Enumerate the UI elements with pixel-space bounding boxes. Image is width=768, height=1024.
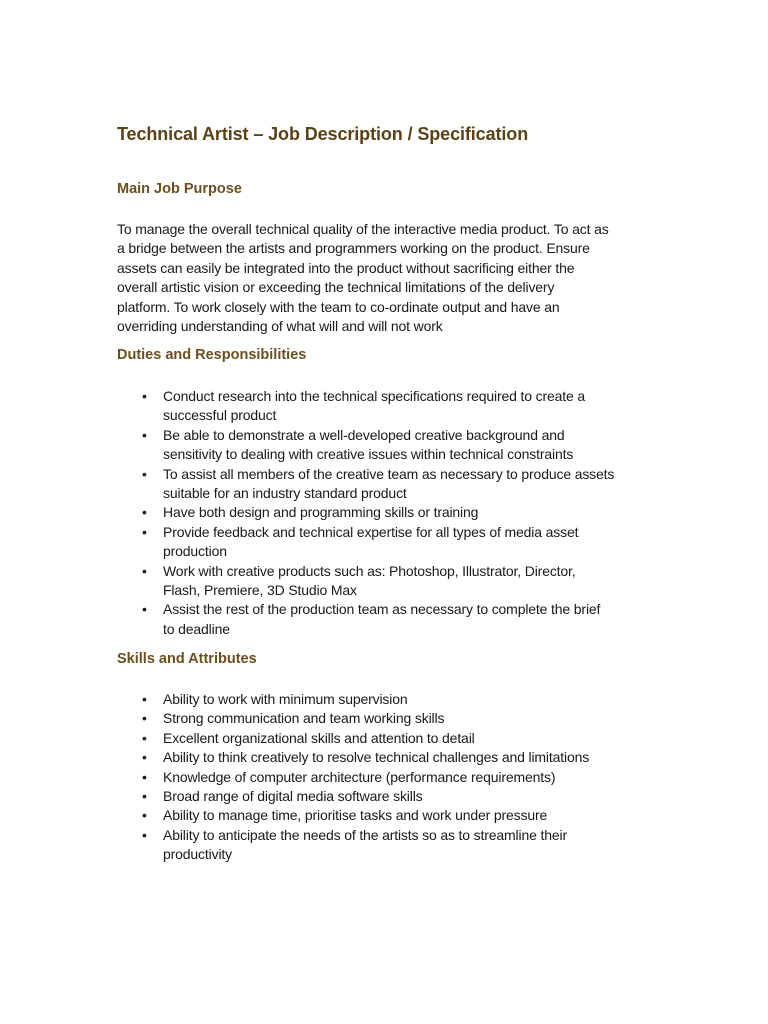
list-item-text: Conduct research into the technical specifications required to create a xyxy=(163,388,586,404)
list-item-text: Provide feedback and technical expertise for all types of media asset xyxy=(163,523,579,540)
list-item xyxy=(117,709,662,728)
list-item xyxy=(117,503,662,522)
list-item-text: to deadline xyxy=(163,620,230,637)
list-item xyxy=(117,562,662,601)
list-item-text: Be able to demonstrate a well-developed creative background and xyxy=(163,426,565,443)
list-item xyxy=(117,600,662,639)
list-item-text: Knowledge of computer architecture (performance requirements) xyxy=(163,768,556,785)
bullet-icon: • xyxy=(142,710,147,727)
bullet-icon: • xyxy=(142,504,147,521)
paragraph-line: overriding understanding of what will and will not work xyxy=(117,318,443,335)
bullet-icon: • xyxy=(142,691,147,707)
bullet-icon: • xyxy=(142,749,147,766)
main-job-purpose-paragraph xyxy=(117,220,662,336)
list-item-text: sensitivity to dealing with creative issues within technical constraints xyxy=(163,446,574,463)
list-item-text: Excellent organizational skills and attention to detail xyxy=(163,729,475,746)
bullet-icon: • xyxy=(142,788,147,805)
section-heading-duties: Duties and Responsibilities xyxy=(117,347,307,363)
list-item-text: Ability to manage time, prioritise tasks and work under pressure xyxy=(163,807,548,824)
bullet-icon: • xyxy=(142,426,147,443)
list-item-text: Assist the rest of the production team as necessary to complete the brief xyxy=(163,601,601,618)
duties-list xyxy=(117,387,662,639)
section-heading-skills: Skills and Attributes xyxy=(117,651,257,667)
list-item-text: Ability to work with minimum supervision xyxy=(163,691,408,707)
paragraph-line: a bridge between the artists and programmers working on the product. Ensure xyxy=(117,240,590,257)
section-heading-main-job-purpose: Main Job Purpose xyxy=(117,181,242,197)
list-item xyxy=(117,768,662,787)
list-item-text: To assist all members of the creative team as necessary to produce assets xyxy=(163,465,615,482)
list-item xyxy=(117,387,662,426)
bullet-icon: • xyxy=(142,388,147,404)
bullet-icon: • xyxy=(142,729,147,746)
bullet-icon: • xyxy=(142,562,147,579)
list-item-text: suitable for an industry standard product xyxy=(163,485,407,502)
list-item-text: Have both design and programming skills or training xyxy=(163,504,479,521)
list-item xyxy=(117,787,662,806)
list-item-text: Work with creative products such as: Photoshop, Illustrator, Director, xyxy=(163,562,576,579)
page-title: Technical Artist – Job Description / Specification xyxy=(117,124,529,144)
paragraph-line: platform. To work closely with the team to co-ordinate output and have an xyxy=(117,298,560,315)
skills-list xyxy=(117,690,662,865)
bullet-icon: • xyxy=(142,768,147,785)
list-item xyxy=(117,826,662,865)
list-item-text: productivity xyxy=(163,846,233,863)
bullet-icon: • xyxy=(142,465,147,482)
list-item-text: Ability to anticipate the needs of the artists so as to streamline their xyxy=(163,826,567,843)
list-item xyxy=(117,523,662,562)
list-item xyxy=(117,690,662,709)
list-item-text: successful product xyxy=(163,407,277,424)
list-item xyxy=(117,806,662,825)
list-item xyxy=(117,465,662,504)
list-item-text: Strong communication and team working skills xyxy=(163,710,445,727)
bullet-icon: • xyxy=(142,807,147,824)
paragraph-line: assets can easily be integrated into the product without sacrificing either the xyxy=(117,259,575,276)
bullet-icon: • xyxy=(142,826,147,843)
paragraph-line: overall artistic vision or exceeding the technical limitations of the delivery xyxy=(117,279,555,296)
bullet-icon: • xyxy=(142,523,147,540)
list-item xyxy=(117,426,662,465)
list-item xyxy=(117,748,662,767)
list-item-text: Broad range of digital media software skills xyxy=(163,788,423,805)
list-item-text: Ability to think creatively to resolve technical challenges and limitations xyxy=(163,749,590,766)
paragraph-line: To manage the overall technical quality of the interactive media product. To act as xyxy=(117,221,609,237)
list-item xyxy=(117,729,662,748)
bullet-icon: • xyxy=(142,601,147,618)
list-item-text: Flash, Premiere, 3D Studio Max xyxy=(163,582,357,599)
list-item-text: production xyxy=(163,543,227,560)
